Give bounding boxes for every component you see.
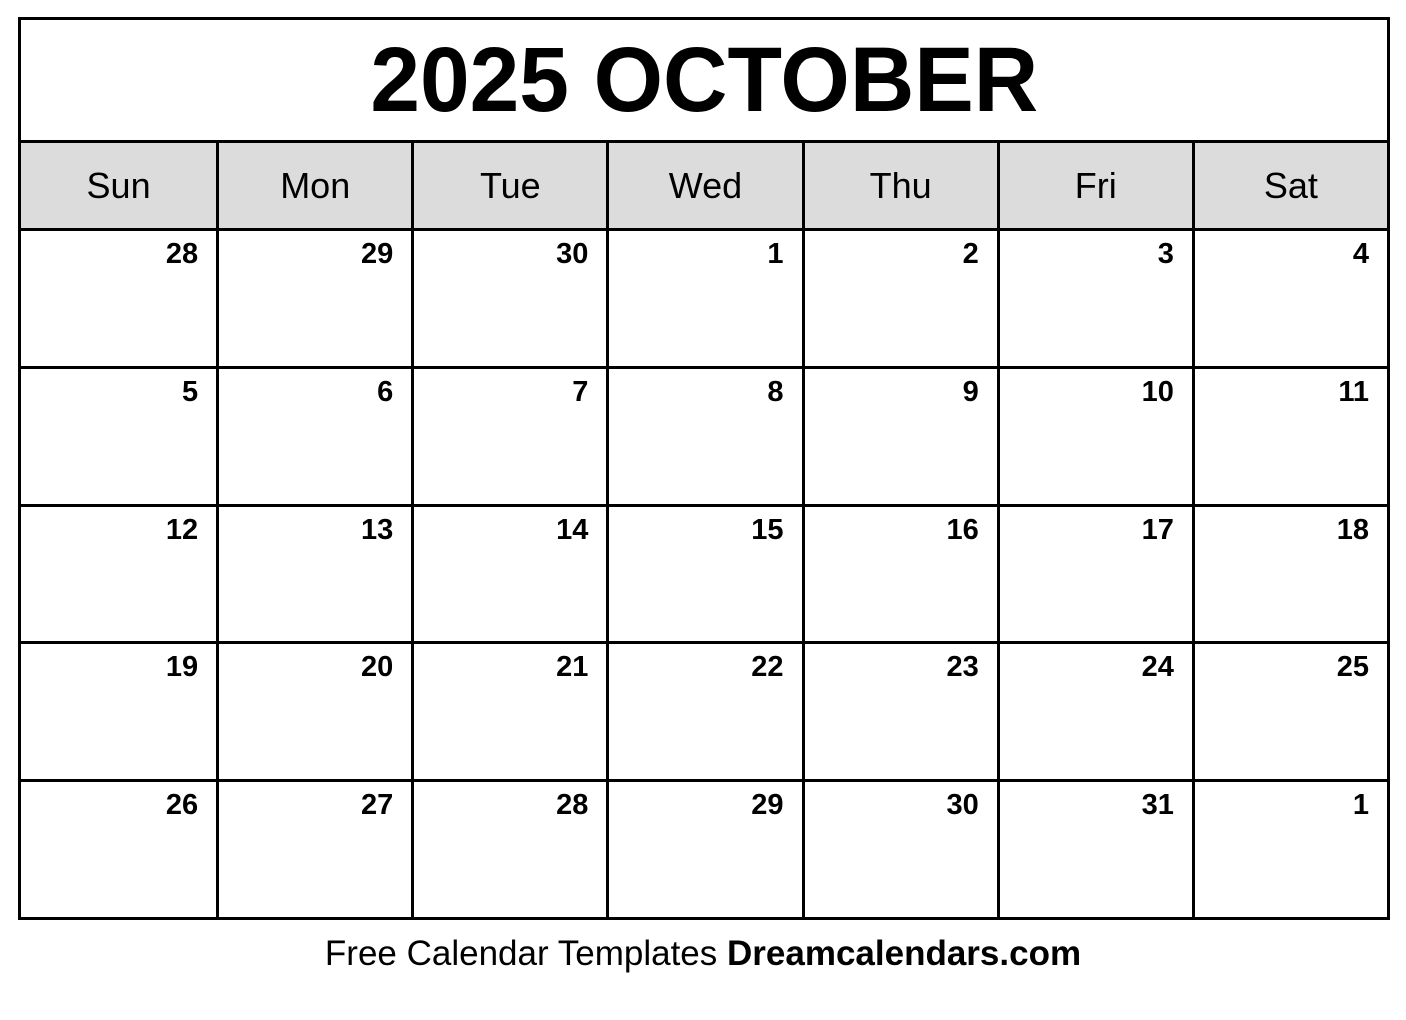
day-cell: 20 xyxy=(216,644,411,779)
day-cell: 26 xyxy=(21,782,216,917)
weekday-mon: Mon xyxy=(216,143,411,228)
day-cell: 1 xyxy=(606,231,801,366)
day-cell: 30 xyxy=(802,782,997,917)
calendar-title-row xyxy=(21,20,1387,140)
weekday-sat: Sat xyxy=(1192,143,1387,228)
footer xyxy=(0,934,1406,974)
day-cell: 2 xyxy=(802,231,997,366)
day-cell: 4 xyxy=(1192,231,1387,366)
day-cell: 28 xyxy=(411,782,606,917)
day-cell: 30 xyxy=(411,231,606,366)
day-cell: 16 xyxy=(802,507,997,642)
day-cell: 3 xyxy=(997,231,1192,366)
day-cell: 28 xyxy=(21,231,216,366)
weekday-thu: Thu xyxy=(802,143,997,228)
weekday-tue: Tue xyxy=(411,143,606,228)
day-cell: 22 xyxy=(606,644,801,779)
day-cell: 18 xyxy=(1192,507,1387,642)
day-cell: 14 xyxy=(411,507,606,642)
day-cell: 15 xyxy=(606,507,801,642)
week-row-2 xyxy=(21,366,1387,504)
footer-brand: Dreamcalendars.com xyxy=(727,934,1082,973)
day-cell: 17 xyxy=(997,507,1192,642)
day-cell: 5 xyxy=(21,369,216,504)
weekday-wed: Wed xyxy=(606,143,801,228)
footer-text: Free Calendar Templates xyxy=(324,934,718,973)
day-cell: 29 xyxy=(216,231,411,366)
day-cell: 7 xyxy=(411,369,606,504)
weekday-sun: Sun xyxy=(21,143,216,228)
day-cell: 12 xyxy=(21,507,216,642)
weekday-fri: Fri xyxy=(997,143,1192,228)
week-row-3 xyxy=(21,504,1387,642)
day-cell: 23 xyxy=(802,644,997,779)
day-cell: 19 xyxy=(21,644,216,779)
week-row-5 xyxy=(21,779,1387,917)
calendar-title: 2025 OCTOBER xyxy=(370,29,1038,131)
day-cell: 27 xyxy=(216,782,411,917)
day-cell: 11 xyxy=(1192,369,1387,504)
day-cell: 8 xyxy=(606,369,801,504)
week-row-4 xyxy=(21,641,1387,779)
week-row-1 xyxy=(21,228,1387,366)
day-cell: 25 xyxy=(1192,644,1387,779)
day-cell: 13 xyxy=(216,507,411,642)
day-cell: 31 xyxy=(997,782,1192,917)
calendar-october-2025 xyxy=(18,17,1390,920)
day-cell: 24 xyxy=(997,644,1192,779)
day-cell: 21 xyxy=(411,644,606,779)
day-cell: 29 xyxy=(606,782,801,917)
day-cell: 9 xyxy=(802,369,997,504)
day-cell: 6 xyxy=(216,369,411,504)
weekday-header-row xyxy=(21,140,1387,228)
day-cell: 10 xyxy=(997,369,1192,504)
day-cell: 1 xyxy=(1192,782,1387,917)
